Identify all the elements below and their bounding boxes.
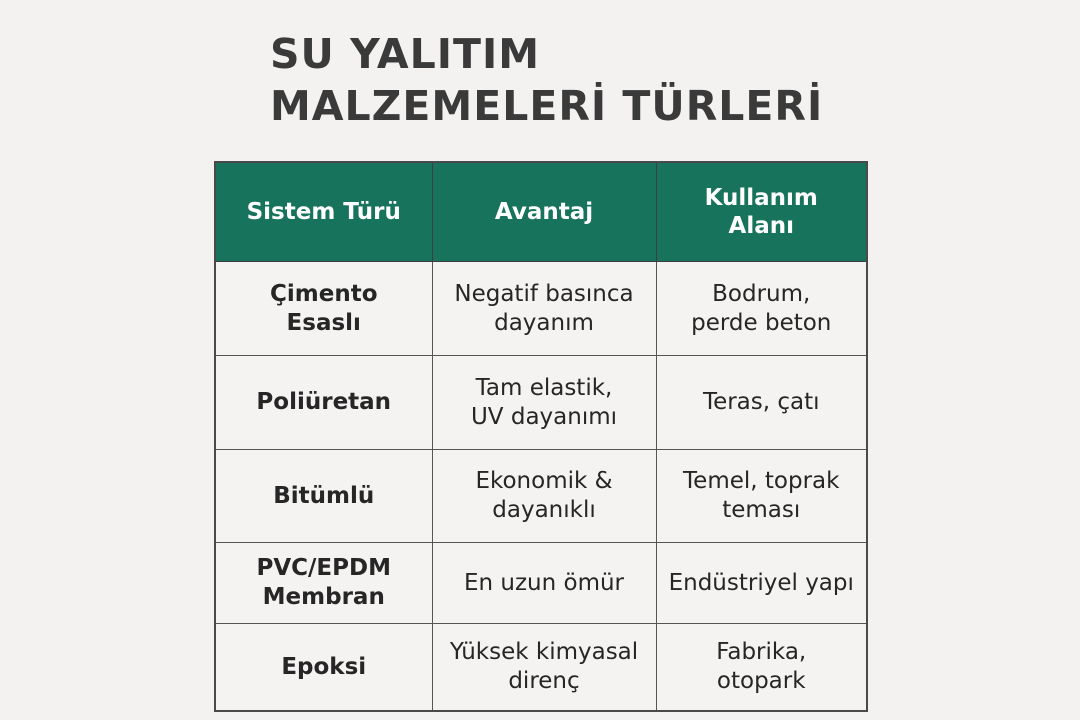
cell-usage: Teras, çatı: [656, 356, 867, 450]
title-line-1: SU YALITIM: [270, 30, 540, 78]
cell-system: Çimento Esaslı: [215, 262, 432, 356]
table-row: [215, 356, 867, 450]
table-row: [215, 624, 867, 712]
cell-usage: Fabrika, otopark: [656, 624, 867, 712]
table-row: [215, 543, 867, 624]
header-advantage: Avantaj: [432, 162, 656, 262]
cell-system: Bitümlü: [215, 450, 432, 543]
cell-usage: Endüstriyel yapı: [656, 543, 867, 624]
waterproofing-materials-table: [214, 161, 868, 712]
cell-advantage: Tam elastik, UV dayanımı: [432, 356, 656, 450]
table-row: [215, 450, 867, 543]
table-row: [215, 262, 867, 356]
table-header-row: [215, 162, 867, 262]
cell-usage: Bodrum, perde beton: [656, 262, 867, 356]
cell-advantage: Yüksek kimyasal direnç: [432, 624, 656, 712]
cell-system: Poliüretan: [215, 356, 432, 450]
header-system-type: Sistem Türü: [215, 162, 432, 262]
page-title: [270, 28, 823, 132]
cell-usage: Temel, toprak teması: [656, 450, 867, 543]
header-usage-area: Kullanım Alanı: [656, 162, 867, 262]
cell-advantage: Negatif basınca dayanım: [432, 262, 656, 356]
cell-advantage: En uzun ömür: [432, 543, 656, 624]
cell-system: PVC/EPDM Membran: [215, 543, 432, 624]
title-line-2: MALZEMELERİ TÜRLERİ: [270, 82, 824, 130]
cell-system: Epoksi: [215, 624, 432, 712]
cell-advantage: Ekonomik & dayanıklı: [432, 450, 656, 543]
